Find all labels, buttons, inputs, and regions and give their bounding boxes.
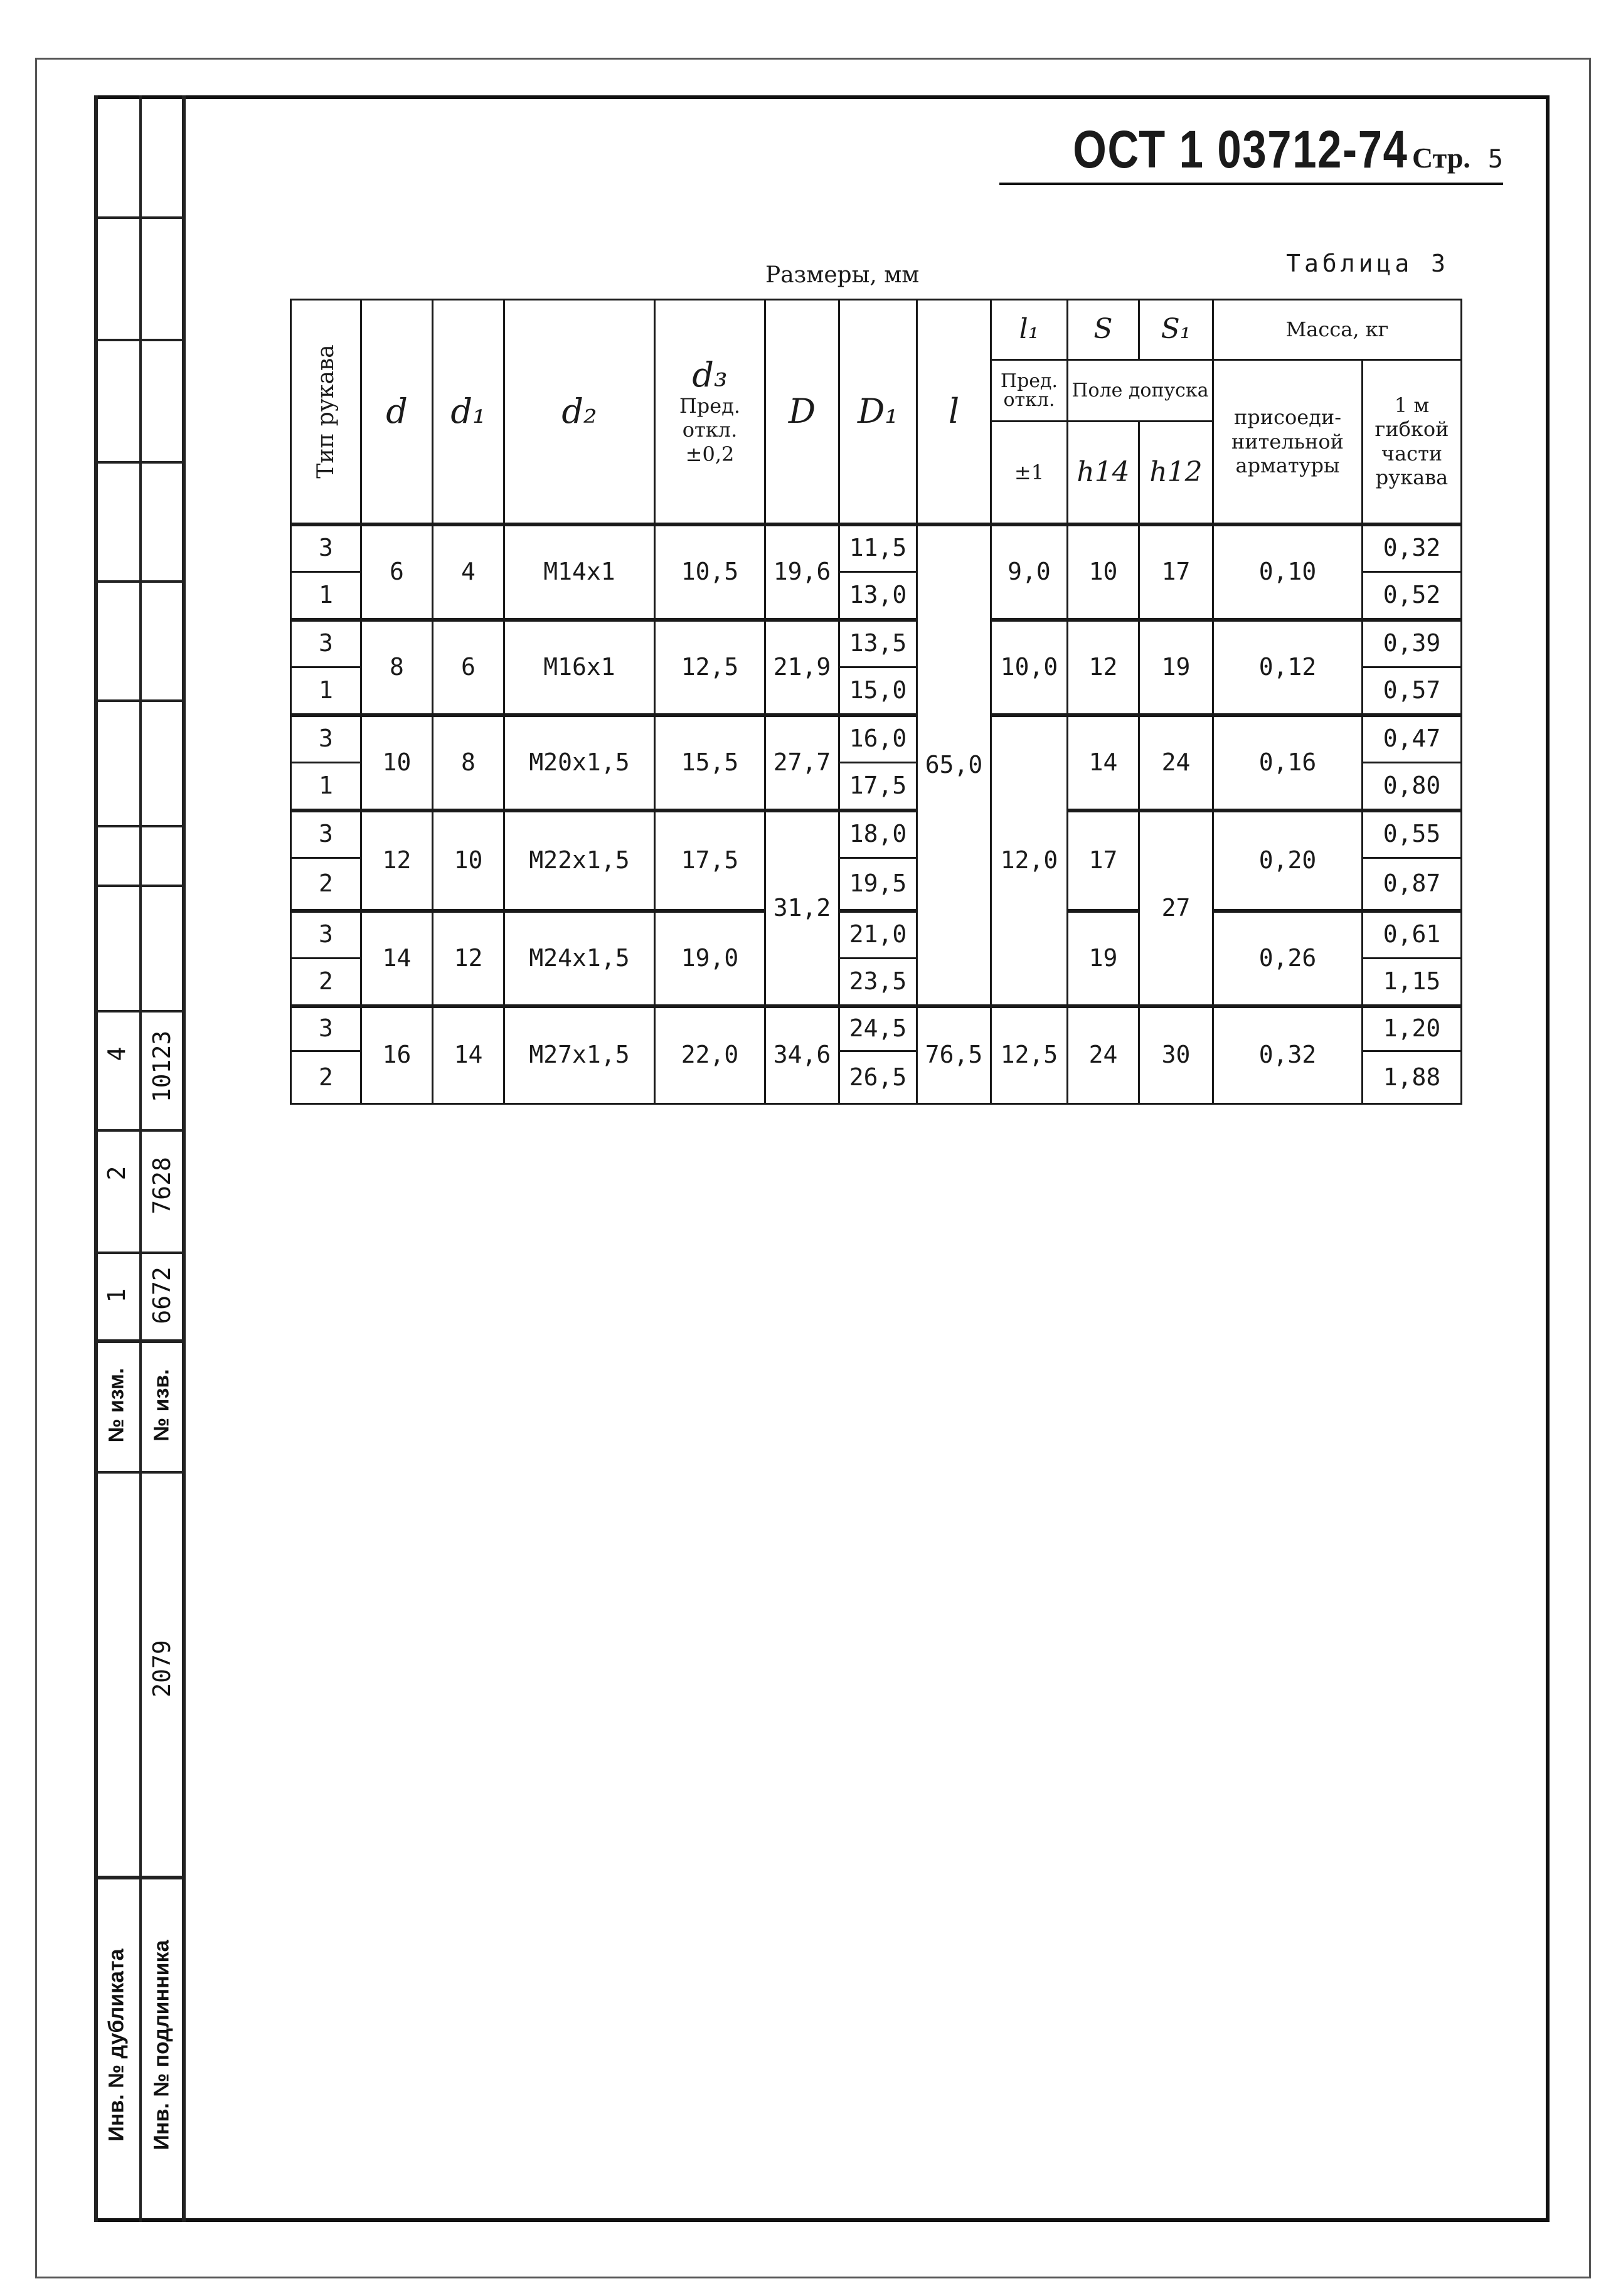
cell-d3: 10,5 [655,524,765,620]
cell-mass-hose: 0,80 [1363,763,1462,811]
cell-d: 6 [361,524,433,620]
standard-code: ОСТ 1 03712-74 [1073,120,1409,179]
cell-mass-hose: 0,55 [1363,811,1462,858]
table-row [291,911,1462,959]
notice-number: 10123 [148,1030,176,1103]
cell-S: 14 [1068,715,1139,811]
col-header-mass: Масса, кг [1213,300,1462,360]
change-number: 4 [103,1046,130,1061]
cell-mass-hose: 0,47 [1363,715,1462,763]
cell-mass-fitting: 0,32 [1213,1006,1363,1104]
cell-S1: 30 [1139,1006,1213,1104]
cell-D: 21,9 [765,620,839,715]
col-header-d3 [655,300,765,524]
col-header-d2: d₂ [504,300,655,524]
cell-mass-hose: 0,61 [1363,911,1462,959]
col-header-d: d [361,300,433,524]
cell-d3: 19,0 [655,911,765,1006]
cell-S: 12 [1068,620,1139,715]
cell-d1: 14 [433,1006,504,1104]
cell-D1: 11,5 [839,524,917,572]
cell-D1: 26,5 [839,1051,917,1104]
notice-no-label: № изв. [149,1369,174,1442]
cell-mass-hose: 1,88 [1363,1051,1462,1104]
cell-d2: M20x1,5 [504,715,655,811]
cell-D1: 17,5 [839,763,917,811]
cell-S: 24 [1068,1006,1139,1104]
dimensions-table [290,299,1462,1105]
cell-mass-fitting: 0,12 [1213,620,1363,715]
cell-type: 2 [291,858,361,911]
col-header-S1: S₁ [1139,300,1213,360]
col-header-D: D [765,300,839,524]
notice-number: 7628 [148,1157,176,1214]
cell-l1: 9,0 [991,524,1068,620]
d3-tolerance-value: ±0,2 [685,442,735,466]
inv-orig-value: 2079 [148,1640,176,1698]
cell-type: 3 [291,715,361,763]
cell-d1: 6 [433,620,504,715]
cell-mass-hose: 1,15 [1363,959,1462,1006]
cell-type: 3 [291,811,361,858]
cell-d1: 4 [433,524,504,620]
tolerance-field-label: Поле допуска [1068,360,1213,422]
cell-D1: 15,0 [839,667,917,715]
cell-D1: 13,5 [839,620,917,667]
cell-type: 2 [291,959,361,1006]
cell-d3: 15,5 [655,715,765,811]
cell-l: 65,0 [917,524,991,1006]
col-header-d1: d₁ [433,300,504,524]
cell-D1: 19,5 [839,858,917,911]
cell-d: 14 [361,911,433,1006]
cell-d2: M22x1,5 [504,811,655,911]
cell-D: 31,2 [765,811,839,1006]
cell-d2: M14x1 [504,524,655,620]
cell-S1: 19 [1139,620,1213,715]
cell-S: 17 [1068,811,1139,911]
cell-d: 16 [361,1006,433,1104]
inv-orig-label: Инв. № подлинника [149,1940,174,2150]
col-header-l1: l₁ [991,300,1068,360]
table-row [291,524,1462,572]
cell-type: 3 [291,620,361,667]
col-header-mass-hose: 1 м гибкой части рукава [1363,360,1462,524]
d3-symbol: d₃ [692,355,728,395]
cell-D1: 23,5 [839,959,917,1006]
cell-S: 10 [1068,524,1139,620]
cell-mass-hose: 1,20 [1363,1006,1462,1051]
cell-mass-fitting: 0,16 [1213,715,1363,811]
cell-D1: 13,0 [839,572,917,620]
cell-l1: 10,0 [991,620,1068,715]
cell-S1: 27 [1139,811,1213,1006]
table-label: Таблица 3 [1286,250,1449,277]
col-header-mass-fitting: присоеди- нительной арматуры [1213,360,1363,524]
cell-D1: 24,5 [839,1006,917,1051]
cell-d3: 17,5 [655,811,765,911]
page-number: 5 [1487,145,1503,174]
cell-mass-hose: 0,57 [1363,667,1462,715]
cell-type: 3 [291,911,361,959]
col-header-S: S [1068,300,1139,360]
cell-mass-hose: 0,39 [1363,620,1462,667]
page-label: Стр. [1412,142,1470,174]
cell-d2: M16x1 [504,620,655,715]
l1-tolerance-label: Пред. откл. [991,360,1068,422]
cell-d2: M27x1,5 [504,1006,655,1104]
cell-d1: 12 [433,911,504,1006]
cell-mass-hose: 0,87 [1363,858,1462,911]
cell-D: 27,7 [765,715,839,811]
cell-l: 76,5 [917,1006,991,1104]
cell-d1: 8 [433,715,504,811]
table-row [291,715,1462,763]
cell-D1: 21,0 [839,911,917,959]
table-row [291,620,1462,667]
cell-mass-fitting: 0,26 [1213,911,1363,1006]
cell-d1: 10 [433,811,504,911]
cell-type: 3 [291,524,361,572]
cell-type: 1 [291,572,361,620]
cell-S: 19 [1068,911,1139,1006]
notice-number: 6672 [148,1267,176,1324]
cell-d: 12 [361,811,433,911]
cell-mass-fitting: 0,10 [1213,524,1363,620]
cell-l1: 12,0 [991,715,1068,1006]
inv-dup-label: Инв. № дубликата [104,1948,129,2142]
S-tolerance: h14 [1068,422,1139,524]
change-number: 1 [103,1288,130,1303]
cell-S1: 24 [1139,715,1213,811]
cell-d: 10 [361,715,433,811]
cell-type: 2 [291,1051,361,1104]
l1-tolerance-value: ±1 [991,422,1068,524]
cell-D1: 18,0 [839,811,917,858]
document-header [999,119,1503,185]
change-no-label: № изм. [104,1368,129,1443]
cell-D1: 16,0 [839,715,917,763]
S1-tolerance: h12 [1139,422,1213,524]
cell-d3: 22,0 [655,1006,765,1104]
cell-mass-fitting: 0,20 [1213,811,1363,911]
col-header-l: l [917,300,991,524]
cell-d2: M24x1,5 [504,911,655,1006]
cell-d3: 12,5 [655,620,765,715]
cell-type: 1 [291,667,361,715]
table-row [291,811,1462,858]
col-header-D1: D₁ [839,300,917,524]
cell-S1: 17 [1139,524,1213,620]
cell-D: 19,6 [765,524,839,620]
cell-type: 1 [291,763,361,811]
cell-D: 34,6 [765,1006,839,1104]
col-header-type: Тип рукава [291,300,361,524]
cell-mass-hose: 0,32 [1363,524,1462,572]
dimensions-label: Размеры, мм [765,262,920,288]
cell-mass-hose: 0,52 [1363,572,1462,620]
cell-type: 3 [291,1006,361,1051]
d3-tolerance-label: Пред. откл. [679,393,741,442]
cell-l1: 12,5 [991,1006,1068,1104]
cell-d: 8 [361,620,433,715]
table-row [291,1006,1462,1051]
change-number: 2 [103,1166,130,1181]
